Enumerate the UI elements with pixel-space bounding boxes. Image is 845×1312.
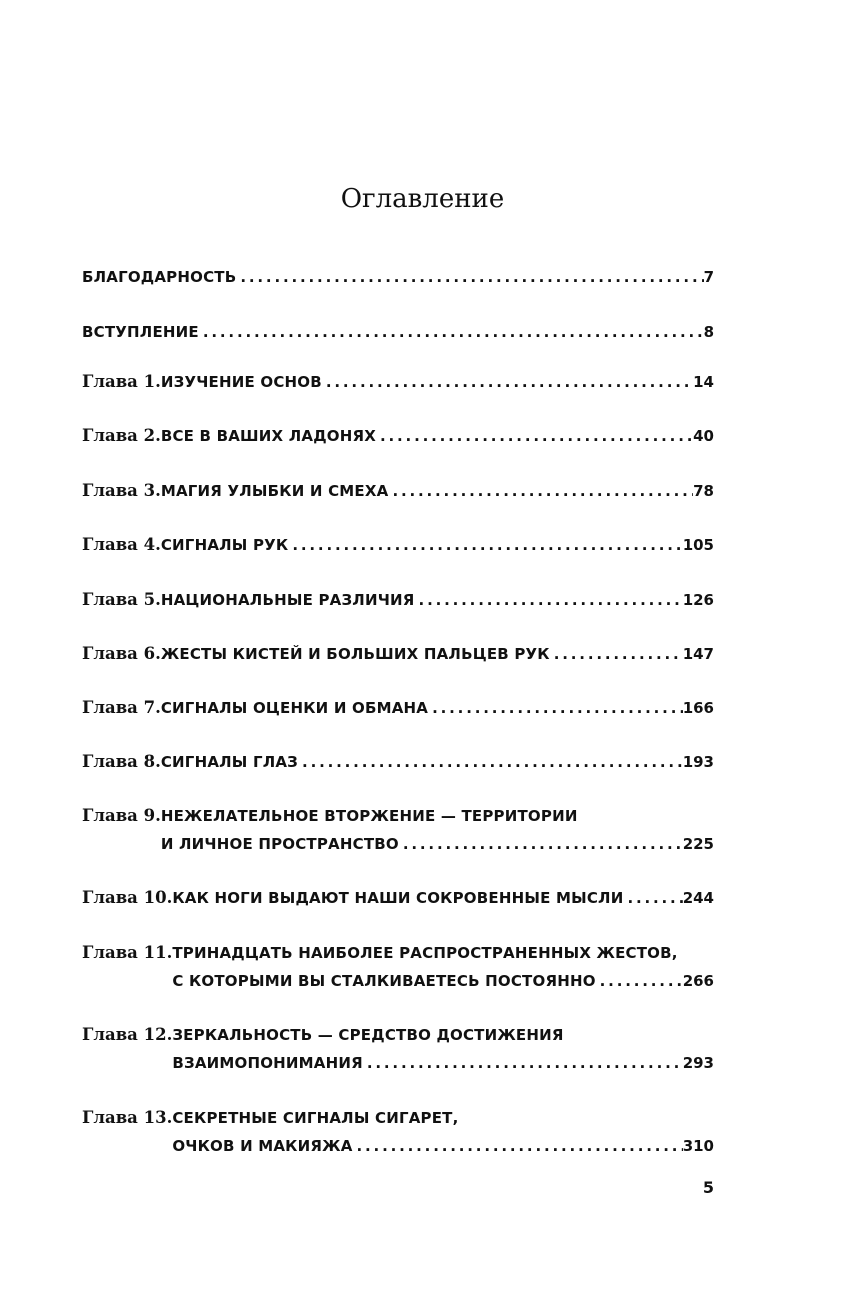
chapter-label: Глава 6. (82, 644, 161, 663)
toc-entry-line (82, 969, 714, 993)
chapter-label: Глава 11. (82, 943, 173, 962)
toc-page-number: 105 (682, 536, 714, 554)
toc-page-number: 147 (682, 645, 714, 663)
toc-entry-line (82, 696, 714, 720)
toc-entry-line (82, 750, 714, 774)
toc-page-number: 166 (682, 699, 714, 717)
dot-leader (363, 1051, 683, 1075)
chapter-title: БЛАГОДАРНОСТЬ (82, 268, 237, 286)
page-title: Оглавление (340, 184, 505, 214)
chapter-title: ВСТУПЛЕНИЕ (82, 323, 199, 341)
chapter-title: МАГИЯ УЛЫБКИ И СМЕХА (160, 482, 389, 500)
dot-leader (288, 533, 682, 557)
page-number: 5 (702, 1178, 714, 1197)
dot-leader (399, 832, 683, 856)
chapter-label: Глава 7. (82, 698, 161, 717)
chapter-title: ВСЕ В ВАШИХ ЛАДОНЯХ (160, 427, 376, 445)
toc-page-number: 244 (682, 889, 714, 907)
toc-entry-line (82, 1023, 714, 1047)
toc-entry-line (82, 479, 714, 503)
chapter-title: ЖЕСТЫ КИСТЕЙ И БОЛЬШИХ ПАЛЬЦЕВ РУК (160, 645, 550, 663)
toc-entry-line (82, 886, 714, 910)
toc-page-number: 310 (682, 1137, 714, 1155)
dot-leader (298, 750, 683, 774)
toc-entry-line (82, 642, 714, 666)
chapter-title: НАЦИОНАЛЬНЫЕ РАЗЛИЧИЯ (160, 591, 415, 609)
chapter-title: СИГНАЛЫ ГЛАЗ (160, 753, 299, 771)
chapter-title: ЗЕРКАЛЬНОСТЬ — СРЕДСТВО ДОСТИЖЕНИЯ (172, 1026, 564, 1044)
chapter-title: ВЗАИМОПОНИМАНИЯ (172, 1054, 363, 1072)
toc-entry-line (82, 1106, 714, 1130)
toc-page-number: 14 (693, 373, 714, 391)
chapter-label: Глава 3. (82, 481, 161, 500)
toc-page-number: 225 (682, 835, 714, 853)
toc-entry-line (82, 265, 714, 289)
chapter-title: С КОТОРЫМИ ВЫ СТАЛКИВАЕТЕСЬ ПОСТОЯННО (172, 972, 596, 990)
toc-entry-line (82, 320, 714, 344)
toc-entry-line (82, 1051, 714, 1075)
toc-page-number: 7 (703, 268, 714, 286)
toc-page-number: 40 (693, 427, 714, 445)
chapter-label: Глава 13. (82, 1108, 173, 1127)
chapter-title: КАК НОГИ ВЫДАЮТ НАШИ СОКРОВЕННЫЕ МЫСЛИ (172, 889, 624, 907)
toc-page-number: 266 (682, 972, 714, 990)
chapter-label: Глава 9. (82, 806, 161, 825)
chapter-title: СИГНАЛЫ РУК (160, 536, 289, 554)
dot-leader (199, 320, 704, 344)
dot-leader (428, 696, 683, 720)
chapter-title: И ЛИЧНОЕ ПРОСТРАНСТВО (160, 835, 399, 853)
table-of-contents (82, 0, 714, 1312)
chapter-title: ТРИНАДЦАТЬ НАИБОЛЕЕ РАСПРОСТРАНЕННЫХ ЖЕСТОВ, (172, 944, 678, 962)
toc-entry-line (82, 533, 714, 557)
toc-entry-line (82, 832, 714, 856)
chapter-title: НЕЖЕЛАТЕЛЬНОЕ ВТОРЖЕНИЕ — ТЕРРИТОРИИ (160, 807, 578, 825)
toc-entry-line (82, 804, 714, 828)
dot-leader (322, 370, 693, 394)
toc-entry-line (82, 370, 714, 394)
dot-leader (353, 1134, 683, 1158)
chapter-label: Глава 8. (82, 752, 161, 771)
toc-page-number: 293 (682, 1054, 714, 1072)
chapter-label: Глава 12. (82, 1025, 173, 1044)
dot-leader (388, 479, 693, 503)
dot-leader (623, 886, 682, 910)
chapter-label: Глава 2. (82, 426, 161, 445)
dot-leader (596, 969, 683, 993)
toc-page-number: 193 (682, 753, 714, 771)
chapter-label: Глава 4. (82, 535, 161, 554)
chapter-label: Глава 5. (82, 590, 161, 609)
chapter-label: Глава 1. (82, 372, 161, 391)
dot-leader (376, 424, 693, 448)
dot-leader (415, 588, 683, 612)
toc-page-number: 126 (682, 591, 714, 609)
toc-entry-line (82, 941, 714, 965)
toc-entry-line (82, 588, 714, 612)
toc-entry-line (82, 424, 714, 448)
chapter-title: СЕКРЕТНЫЕ СИГНАЛЫ СИГАРЕТ, (172, 1109, 459, 1127)
chapter-title: ОЧКОВ И МАКИЯЖА (172, 1137, 353, 1155)
chapter-label: Глава 10. (82, 888, 173, 907)
toc-page-number: 8 (703, 323, 714, 341)
dot-leader (550, 642, 683, 666)
chapter-title: ИЗУЧЕНИЕ ОСНОВ (160, 373, 322, 391)
toc-entry-line (82, 1134, 714, 1158)
toc-page-number: 78 (693, 482, 714, 500)
chapter-title: СИГНАЛЫ ОЦЕНКИ И ОБМАНА (160, 699, 429, 717)
dot-leader (236, 265, 703, 289)
